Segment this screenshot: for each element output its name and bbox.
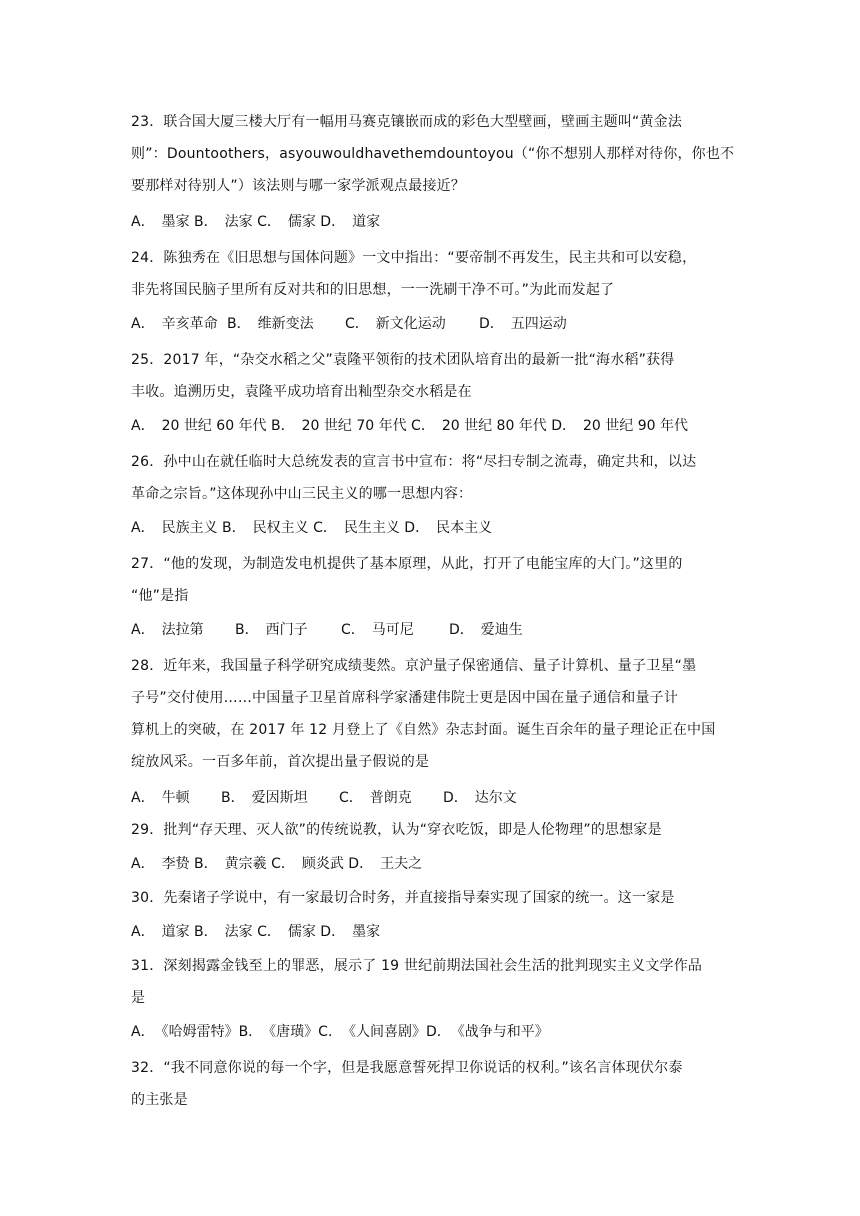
options-31 [131, 1022, 549, 1042]
question-text-line: 绽放风采。一百多年前，首次提出量子假说的是 [131, 754, 430, 770]
question-26 [131, 446, 731, 510]
option-line: A． 墨家 B． 法家 C． 儒家 D． 道家 [131, 214, 381, 230]
option-line: A． 李贽 B． 黄宗羲 C． 顾炎武 D． 王夫之 [131, 856, 423, 872]
question-text-line: 27．“他的发现，为制造发电机提供了基本原理，从此，打开了电能宝库的大门。”这里的 [131, 556, 683, 572]
option-d: D． 达尔文 [443, 790, 517, 806]
question-text-line: 26．孙中山在就任临时大总统发表的宣言书中宣布：将“尽扫专制之流毒，确定共和，以达 [131, 454, 697, 470]
option-a: A． 辛亥革命 [131, 316, 218, 332]
option-line: A． 民族主义 B． 民权主义 C． 民生主义 D． 民本主义 [131, 520, 493, 536]
question-32 [131, 1052, 731, 1116]
question-23 [131, 106, 735, 202]
question-25 [131, 344, 731, 408]
option-a: A． 法拉第 [131, 622, 204, 638]
options-25 [131, 416, 688, 436]
question-31 [131, 950, 731, 1014]
options-29 [131, 854, 422, 874]
question-text-line: 30．先秦诸子学说中，有一家最切合时务，并直接指导秦实现了国家的统一。这一家是 [131, 890, 675, 906]
option-d: D． 五四运动 [479, 316, 567, 332]
question-text-line: 革命之宗旨。”这体现孙中山三民主义的哪一思想内容： [131, 486, 473, 502]
question-text-line: 32．“我不同意你说的每一个字，但是我愿意誓死捍卫你说话的权利。”该名言体现伏尔泰 [131, 1060, 683, 1076]
question-text-line: 24．陈独秀在《旧思想与国体问题》一文中指出：“要帝制不再发生，民主共和可以安稳， [131, 250, 697, 266]
option-line: A． 《哈姆雷特》B． 《唐璜》C． 《人间喜剧》D． 《战争与和平》 [131, 1024, 549, 1040]
option-line: A． 20 世纪 60 年代 B． 20 世纪 70 年代 C． 20 世纪 80 年代 D． 20 世纪 90 年代 [131, 418, 689, 434]
question-text-line: 的主张是 [131, 1092, 188, 1108]
question-27 [131, 548, 731, 612]
option-d: D． 爱迪生 [449, 622, 523, 638]
question-text-line: 31．深刻揭露金钱至上的罪恶，展示了 19 世纪前期法国社会生活的批判现实主义文学作品 [131, 958, 703, 974]
options-28 [131, 788, 517, 808]
options-27 [131, 620, 523, 640]
question-text-line: 算机上的突破，在 2017 年 12 月登上了《自然》杂志封面。诞生百余年的量子理论正在中国 [131, 722, 716, 738]
question-text-line: 25．2017 年，“杂交水稻之父”袁隆平领衔的技术团队培育出的最新一批“海水稻”获得 [131, 352, 675, 368]
option-a: A． 牛顿 [131, 790, 190, 806]
option-b: B． 爱因斯坦 [221, 790, 308, 806]
question-text-line: 要那样对待别人”）该法则与哪一家学派观点最接近？ [131, 178, 466, 194]
option-c: C． 新文化运动 [345, 316, 446, 332]
options-24 [131, 314, 567, 334]
question-text-line: “他”是指 [131, 588, 189, 604]
options-30 [131, 922, 380, 942]
question-text-line: 是 [131, 990, 146, 1006]
question-28 [131, 650, 731, 778]
question-text-line: 非先将国民脑子里所有反对共和的旧思想，一一洗刷干净不可。”为此而发起了 [131, 282, 615, 298]
option-c: C． 马可尼 [341, 622, 414, 638]
question-text-line: 29．批判“存天理、灭人欲”的传统说教，认为“穿衣吃饭，即是人伦物理”的思想家是 [131, 822, 662, 838]
question-30 [131, 882, 731, 914]
question-text-line: 丰收。追溯历史，袁隆平成功培育出籼型杂交水稻是在 [131, 384, 472, 400]
question-text-line: 23．联合国大厦三楼大厅有一幅用马赛克镶嵌而成的彩色大型壁画，壁画主题叫“黄金法 [131, 114, 683, 130]
option-b: B． 维新变法 [227, 316, 314, 332]
question-text-line: 28．近年来，我国量子科学研究成绩斐然。京沪量子保密通信、量子计算机、量子卫星“墨 [131, 658, 697, 674]
question-29 [131, 814, 731, 846]
question-text-line: 则”：Dountoothers，asyouwouldhavethemdountoyou（“你不想别人那样对待你，你也不 [131, 146, 735, 162]
options-23 [131, 212, 380, 232]
options-26 [131, 518, 492, 538]
option-line: A． 道家 B． 法家 C． 儒家 D． 墨家 [131, 924, 381, 940]
option-c: C． 普朗克 [339, 790, 412, 806]
option-b: B． 西门子 [235, 622, 308, 638]
question-24 [131, 242, 731, 306]
question-text-line: 子号”交付使用……中国量子卫星首席科学家潘建伟院士更是因中国在量子通信和量子计 [131, 690, 679, 706]
